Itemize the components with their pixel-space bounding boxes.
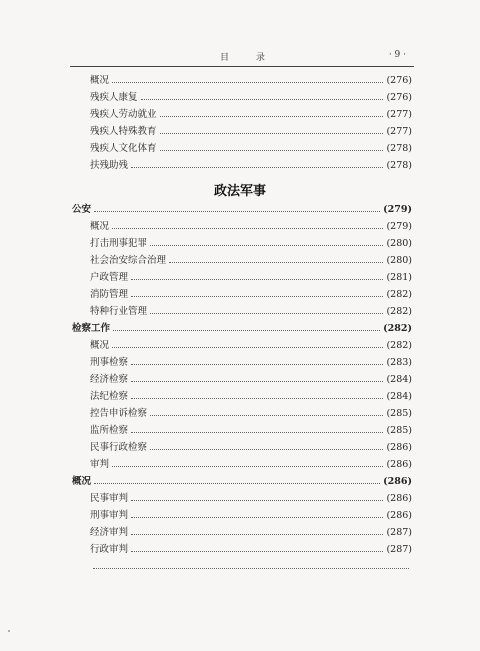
leader-dots [131,167,383,168]
toc-entry-page: (280) [386,255,412,266]
toc-entry-label: 概况 [90,340,110,351]
leader-dots [131,551,383,552]
toc-entry-label: 概况 [72,476,92,487]
leader-dots [131,398,383,399]
toc-chapter-entry[interactable] [72,320,412,337]
page-header [70,50,414,64]
toc-entry-label: 户政管理 [90,272,129,283]
toc-entry[interactable] [72,439,412,456]
toc-entry[interactable] [72,286,412,303]
leader-dots [131,517,383,518]
toc-block-top [72,72,412,174]
leader-dots [160,133,384,134]
leader-dots [131,381,383,382]
toc-entry-label: 残疾人康复 [90,92,138,103]
toc-entry-label: 社会治安综合治理 [90,255,167,266]
toc-entry-page: (276) [386,75,412,86]
toc-entry[interactable] [72,140,412,157]
toc-entry-page: (279) [386,221,412,232]
toc-entry-label: 残疾人劳动就业 [90,109,157,120]
toc-entry-label: 公安 [72,204,92,215]
leader-dots [93,568,409,569]
toc-entry-page: (282) [386,306,412,317]
toc-entry-label: 特种行业管理 [90,306,148,317]
header-rule [70,66,414,67]
toc-entry-page: (282) [386,289,412,300]
toc-entry[interactable] [72,371,412,388]
leader-dots [141,99,384,100]
toc-entry-page: (286) [386,510,412,521]
toc-entry-label: 打击刑事犯罪 [90,238,148,249]
leader-dots [131,432,383,433]
toc-entry-label: 行政审判 [90,544,129,555]
toc-entry-label: 审判 [90,459,110,470]
toc-entry-page: (278) [386,143,412,154]
leader-dots [169,262,383,263]
toc-entry[interactable] [72,157,412,174]
toc-entry-page: (287) [386,527,412,538]
leader-dots [150,415,383,416]
toc-entry[interactable] [72,235,412,252]
leader-dots [131,296,383,297]
toc-entry[interactable] [72,490,412,507]
toc-entry[interactable] [72,507,412,524]
toc-block-main [72,201,412,575]
toc-entry-page: (286) [386,493,412,504]
toc-entry-label: 刑事检察 [90,357,129,368]
toc-entry-page: (282) [383,323,412,334]
toc-entry[interactable] [72,269,412,286]
leader-dots [131,534,383,535]
toc-entry-page: (282) [386,340,412,351]
toc-entry-label: 法纪检察 [90,391,129,402]
toc-entry-label: 民事行政检察 [90,442,148,453]
toc-entry[interactable] [72,558,412,575]
toc-entry-label: 经济审判 [90,527,129,538]
toc-entry-label: 刑事审判 [90,510,129,521]
toc-entry-label: 扶残助残 [90,160,129,171]
toc-entry-label: 监所检察 [90,425,129,436]
section-heading: 政法军事 [213,184,266,199]
toc-entry-page: (285) [386,425,412,436]
toc-entry[interactable] [72,337,412,354]
toc-entry-page: (281) [386,272,412,283]
leader-dots [113,330,380,331]
toc-entry[interactable] [72,405,412,422]
leader-dots [150,313,383,314]
toc-entry-page: (283) [386,357,412,368]
scan-speck [8,630,10,632]
toc-entry-page: (277) [386,126,412,137]
toc-chapter-entry[interactable] [72,473,412,490]
toc-entry-page: (279) [383,204,412,215]
leader-dots [112,466,383,467]
leader-dots [131,279,383,280]
toc-entry-label: 检察工作 [72,323,111,334]
toc-entry[interactable] [72,89,412,106]
leader-dots [94,483,380,484]
toc-entry[interactable] [72,303,412,320]
toc-entry-label: 民事审判 [90,493,129,504]
header-page-number: · 9 · [388,50,406,60]
leader-dots [112,228,383,229]
toc-entry-page: (287) [386,544,412,555]
toc-entry[interactable] [72,541,412,558]
leader-dots [160,150,384,151]
toc-entry-page: (276) [386,92,412,103]
toc-entry-page: (284) [386,374,412,385]
toc-entry-label: 消防管理 [90,289,129,300]
toc-entry-label: 经济检察 [90,374,129,385]
toc-entry[interactable] [72,388,412,405]
toc-entry-label: 概况 [90,75,110,86]
toc-entry[interactable] [72,106,412,123]
leader-dots [150,449,383,450]
toc-entry-label: 控告申诉检察 [90,408,148,419]
header-title: 目 录 [220,53,277,63]
toc-entry[interactable] [72,456,412,473]
toc-entry[interactable] [72,218,412,235]
toc-entry-page: (280) [386,238,412,249]
toc-entry[interactable] [72,72,412,89]
toc-entry-page: (286) [383,476,412,487]
toc-entry[interactable] [72,422,412,439]
toc-entry-page: (285) [386,408,412,419]
leader-dots [112,82,383,83]
toc-entry-page: (277) [386,109,412,120]
leader-dots [160,116,384,117]
toc-entry-page: (286) [386,459,412,470]
toc-entry-label: 概况 [90,221,110,232]
toc-chapter-entry[interactable] [72,201,412,218]
leader-dots [131,500,383,501]
toc-entry[interactable] [72,524,412,541]
toc-entry-page: (278) [386,160,412,171]
toc-entry[interactable] [72,252,412,269]
leader-dots [131,364,383,365]
leader-dots [94,211,380,212]
toc-entry[interactable] [72,123,412,140]
leader-dots [150,245,383,246]
toc-entry-label: 残疾人特殊教育 [90,126,157,137]
toc-entry-label: 残疾人文化体育 [90,143,157,154]
toc-entry-page: (286) [386,442,412,453]
leader-dots [112,347,383,348]
toc-entry-page: (284) [386,391,412,402]
toc-entry[interactable] [72,354,412,371]
